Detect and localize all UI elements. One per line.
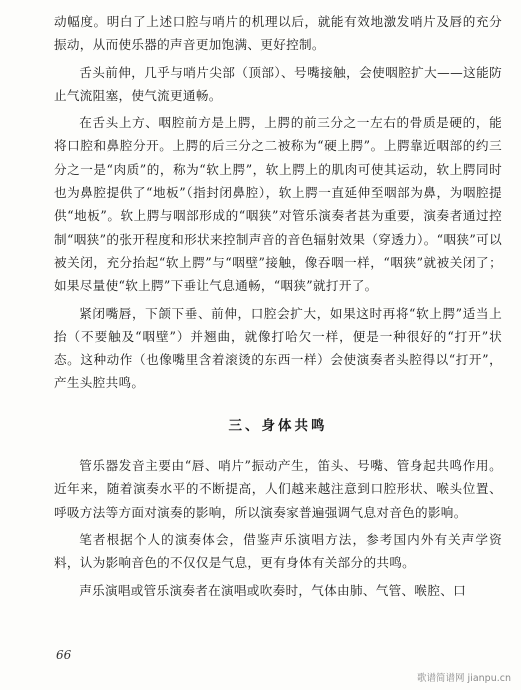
paragraph-tongue-forward: 舌头前伸，几乎与哨片尖部（顶部）、号嘴接触，会使咽腔扩大——这能防止气流阻塞，使气流更通畅。 [54,64,502,103]
paragraph-palate: 在舌头上方、咽腔前方是上腭，上腭的前三分之一左右的骨质是硬的，能将口腔和鼻腔分开。上腭的后三分之二被称为“硬上腭”。上腭靠近咽部的约三分之一是“肉质”的，称为“软上腭”，软上腭上的肌肉可使其运动，软上腭同时也为鼻腔提供了“地板”（指封闭鼻腔），软上腭一直延伸至咽部为鼻，为咽腔提供“地板”。软上腭与咽部形成的“咽狭”对管乐演奏者甚为重要，演奏者通过控制“咽狭”的张开程度和形状来控制声音的音色辐射效果（穿透力）。“咽狭”可以被关闭，充分抬起“软上腭”与“咽壁”接触，像吞咽一样，“咽狭”就被关闭了；如果尽量使“软上腭”下垂让气息通畅，“咽狭”就打开了。 [54,115,502,294]
paragraph-breath-path: 声乐演唱或管乐演奏者在演唱或吹奏时，气体由肺、气管、喉腔、口 [79,582,466,598]
paragraph-continuation: 动幅度。明白了上述口腔与哨片的机理以后，就能有效地激发哨片及唇的充分振动，从而使乐器的声音更加饱满、更好控制。 [54,14,502,53]
body-text [54,10,502,602]
paragraph-author-view: 笔者根据个人的演奏体会，借鉴声乐演唱方法，参考国内外有关声学资料，认为影响音色的不仅仅是气息，更有身体有关部分的共鸣。 [54,531,502,571]
paragraph-body-resonance-intro: 管乐器发音主要由“唇、哨片”振动产生，笛头、号嘴、管身起共鸣作用。近年来，随着演奏水平的不断提高，人们越来越注意到口腔形状、喉头位置、呼吸方法等方面对演奏的影响，所以演奏家普遍强调气息对音色的影响。 [54,458,502,520]
paragraph-jaw-open: 紧闭嘴唇，下颌下垂、前伸，口腔会扩大，如果这时再将“软上腭”适当上抬（不要触及“咽壁”）并翘曲，就像打哈欠一样，便是一种很好的“打开”状态。这种动作（也像嘴里含着滚烫的东西一样）会使演奏者头腔得以“打开”，产生头腔共鸣。 [54,305,502,391]
section-title: 三、身体共鸣 [228,417,328,434]
watermark: 歌谱简谱网 jianpu.cn [417,673,511,684]
page-number: 66 [56,648,72,662]
